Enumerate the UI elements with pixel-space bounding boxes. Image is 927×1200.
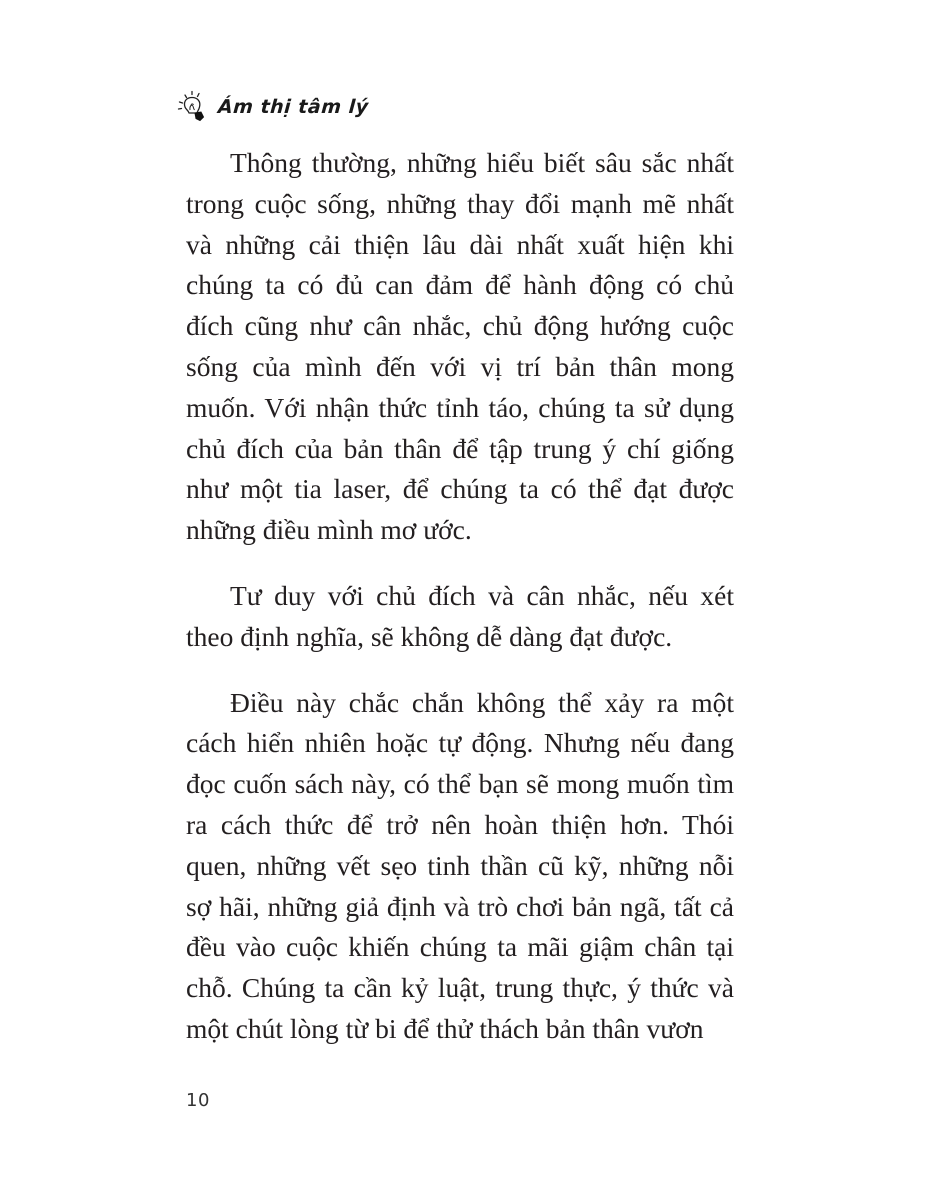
paragraph: Tư duy với chủ đích và cân nhắc, nếu xét theo định nghĩa, sẽ không dễ dàng đạt được. bbox=[186, 579, 734, 652]
paragraph: Điều này chắc chắn không thể xảy ra một cách hiển nhiên hoặc tự động. Nhưng nếu đang đọc cuốn sách này, có thể bạn sẽ mong muốn tìm ra cách thức để trở nên hoàn thiện hơn. Thói quen, những vết sẹo tinh thần cũ kỹ, những nỗi sợ hãi, những giả định và trò chơi bản ngã, tất cả đều vào cuộc khiến chúng ta mãi giậm chân tại chỗ. Chúng ta cần kỷ luật, trung thực, ý thức và một chút lòng từ bi để thử thách bản thân vươn bbox=[186, 686, 734, 1044]
paragraph: Thông thường, những hiểu biết sâu sắc nhất trong cuộc sống, những thay đổi mạnh mẽ nhất và những cải thiện lâu dài nhất xuất hiện khi chúng ta có đủ can đảm để hành động có chủ đích cũng như cân nhắc, chủ động hướng cuộc sống của mình đến với vị trí bản thân mong muốn. Với nhận thức tỉnh táo, chúng ta sử dụng chủ đích của bản thân để tập trung ý chí giống như một tia laser, để chúng ta có thể đạt được những điều mình mơ ước. bbox=[186, 147, 734, 546]
body-text bbox=[186, 143, 734, 1075]
running-header bbox=[176, 88, 369, 124]
lightbulb-icon bbox=[176, 89, 210, 123]
running-header-title: Ám thị tâm lý bbox=[217, 96, 370, 118]
page-number: 10 bbox=[186, 1090, 210, 1111]
